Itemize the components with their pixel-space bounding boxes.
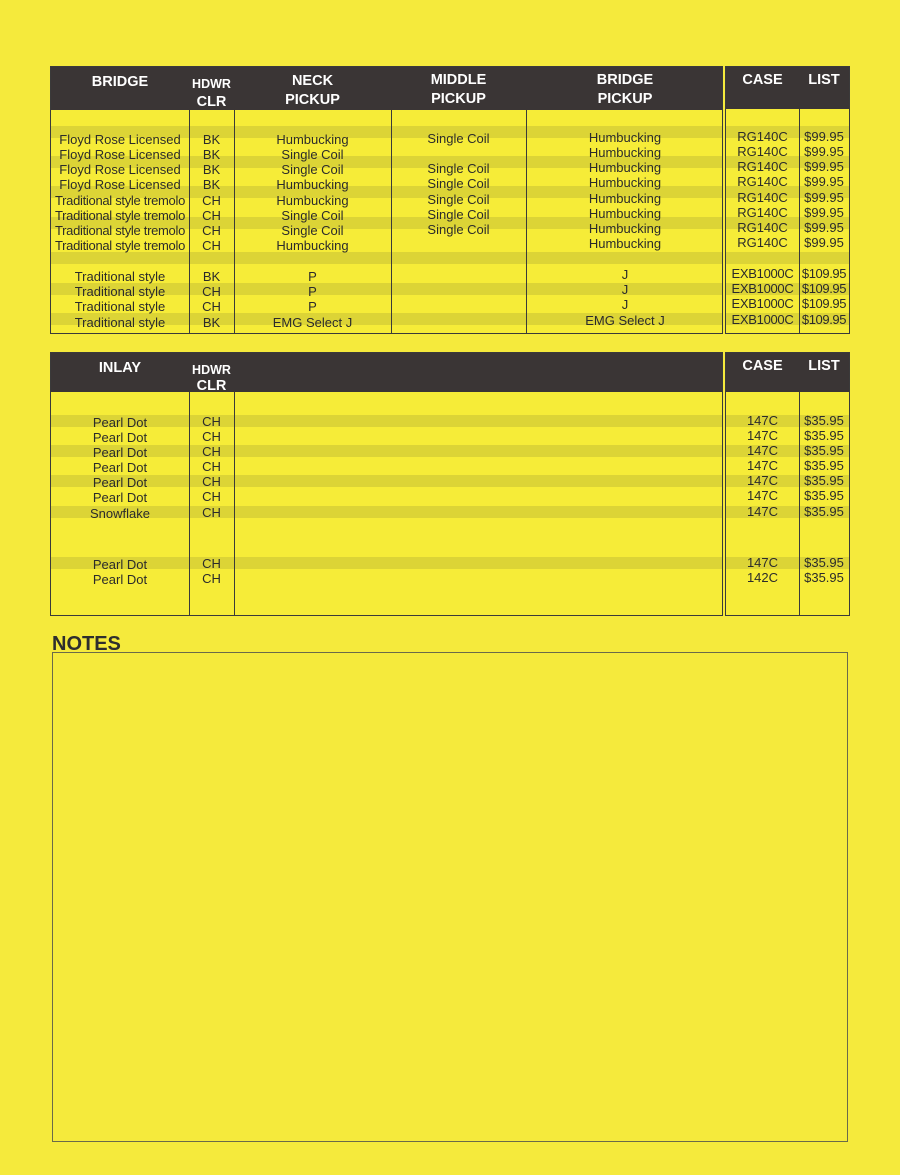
hdwr-cell: CH: [202, 414, 221, 429]
inlay-cell: Pearl Dot: [92, 490, 148, 505]
bridge-cell: Traditional style: [74, 284, 166, 299]
list-cell: $35.95: [804, 428, 844, 443]
case-cell: 147C: [746, 458, 779, 473]
neck-pickup-cell: P: [308, 269, 317, 284]
list-cell: $35.95: [804, 570, 844, 585]
case-cell: RG140C: [737, 129, 788, 144]
case-cell: RG140C: [737, 205, 788, 220]
hdwr-cell: CH: [202, 299, 221, 314]
bridge-pickup-cell: Humbucking: [588, 221, 662, 236]
hdwr-cell: CH: [202, 459, 221, 474]
list-cell: $35.95: [804, 413, 844, 428]
list-cell: $99.95: [804, 129, 844, 144]
list-cell: $35.95: [804, 504, 844, 519]
inlay-cell: Pearl Dot: [92, 475, 148, 490]
neck-pickup-cell: EMG Select J: [272, 315, 353, 330]
neck-pickup-cell: P: [308, 284, 317, 299]
hdwr-cell: BK: [202, 132, 221, 147]
bridge-pickup-cell: J: [621, 282, 629, 297]
hdwr-cell: BK: [202, 177, 221, 192]
header-neck: NECK: [291, 73, 334, 89]
case-cell: RG140C: [737, 144, 788, 159]
hdwr-cell: CH: [202, 489, 221, 504]
list-cell: $99.95: [804, 144, 844, 159]
header-list: LIST: [808, 72, 840, 88]
neck-pickup-cell: Humbucking: [276, 193, 349, 208]
inlay-cell: Pearl Dot: [92, 572, 148, 587]
bridge-pickup-cell: J: [621, 297, 629, 312]
neck-pickup-cell: Humbucking: [276, 132, 349, 147]
hdwr-cell: CH: [202, 208, 221, 223]
case-cell: RG140C: [737, 190, 788, 205]
case-cell: 147C: [746, 504, 779, 519]
header-bridge-pickup: PICKUP: [597, 91, 653, 107]
inlay-case-table: [725, 352, 850, 616]
header-middle: MIDDLE: [430, 72, 487, 88]
bridge-cell: Traditional style tremolo: [54, 223, 186, 238]
header-list-2: LIST: [808, 358, 840, 374]
case-table-main: [725, 66, 850, 334]
hdwr-cell: BK: [202, 147, 221, 162]
list-cell: $35.95: [804, 458, 844, 473]
header-hdwr-2: HDWR: [192, 363, 231, 377]
middle-pickup-cell: Single Coil: [427, 176, 490, 191]
bridge-cell: Traditional style tremolo: [54, 208, 186, 223]
header-case: CASE: [742, 72, 783, 88]
bridge-pickup-cell: EMG Select J: [585, 313, 665, 328]
list-cell: $109.95: [801, 266, 847, 281]
case-cell: 147C: [746, 555, 779, 570]
case-cell: EXB1000C: [731, 281, 794, 296]
bridge-pickup-cell: Humbucking: [588, 175, 662, 190]
bridge-pickup-cell: Humbucking: [588, 191, 662, 206]
hdwr-cell: CH: [202, 505, 221, 520]
bridge-cell: Floyd Rose Licensed: [59, 147, 181, 162]
case-cell: EXB1000C: [731, 266, 794, 281]
hdwr-cell: CH: [202, 571, 221, 586]
bridge-cell: Floyd Rose Licensed: [59, 162, 181, 177]
middle-pickup-cell: Single Coil: [427, 131, 490, 146]
case-cell: 147C: [746, 488, 779, 503]
neck-pickup-cell: Humbucking: [276, 238, 349, 253]
neck-pickup-cell: P: [308, 299, 317, 314]
inlay-cell: Snowflake: [90, 506, 150, 521]
case-cell: 147C: [746, 473, 779, 488]
list-cell: $99.95: [804, 235, 844, 250]
hdwr-cell: CH: [202, 238, 221, 253]
list-cell: $99.95: [804, 220, 844, 235]
list-cell: $99.95: [804, 190, 844, 205]
header-bridge: BRIDGE: [91, 74, 149, 90]
neck-pickup-cell: Single Coil: [281, 208, 344, 223]
bridge-cell: Traditional style tremolo: [54, 238, 186, 253]
inlay-cell: Pearl Dot: [92, 460, 148, 475]
middle-pickup-cell: Single Coil: [427, 222, 490, 237]
hdwr-cell: CH: [202, 223, 221, 238]
inlay-cell: Pearl Dot: [92, 430, 148, 445]
bridge-pickup-cell: Humbucking: [588, 236, 662, 251]
header-middle-pickup: PICKUP: [431, 91, 486, 107]
case-cell: EXB1000C: [731, 296, 794, 311]
bridge-cell: Floyd Rose Licensed: [59, 132, 181, 147]
inlay-table: [50, 352, 723, 616]
hdwr-cell: CH: [202, 429, 221, 444]
list-cell: $35.95: [804, 488, 844, 503]
inlay-cell: Pearl Dot: [92, 415, 148, 430]
neck-pickup-cell: Humbucking: [276, 177, 349, 192]
hdwr-cell: CH: [202, 284, 221, 299]
neck-pickup-cell: Single Coil: [281, 223, 344, 238]
bridge-cell: Floyd Rose Licensed: [59, 177, 181, 192]
header-clr-2: CLR: [196, 378, 227, 394]
header-clr: CLR: [196, 94, 227, 110]
specs-table-main: [50, 66, 723, 334]
bridge-cell: Traditional style: [74, 299, 166, 314]
bridge-pickup-cell: J: [621, 267, 629, 282]
bridge-cell: Traditional style tremolo: [54, 193, 186, 208]
header-bridge-pick: BRIDGE: [596, 72, 654, 88]
bridge-cell: Traditional style: [74, 269, 166, 284]
bridge-cell: Traditional style: [74, 315, 166, 330]
case-cell: RG140C: [737, 235, 788, 250]
list-cell: $99.95: [804, 174, 844, 189]
neck-pickup-cell: Single Coil: [281, 147, 344, 162]
case-cell: RG140C: [737, 159, 788, 174]
list-cell: $109.95: [801, 281, 847, 296]
header-case-2: CASE: [742, 358, 783, 374]
header-inlay: INLAY: [98, 360, 142, 376]
case-cell: 147C: [746, 443, 779, 458]
hdwr-cell: CH: [202, 474, 221, 489]
notes-box: [52, 652, 848, 1142]
hdwr-cell: CH: [202, 193, 221, 208]
hdwr-cell: CH: [202, 556, 221, 571]
list-cell: $35.95: [804, 473, 844, 488]
header-neck-pickup: PICKUP: [285, 92, 340, 108]
case-cell: 147C: [746, 413, 779, 428]
middle-pickup-cell: Single Coil: [427, 207, 490, 222]
middle-pickup-cell: Single Coil: [427, 192, 490, 207]
inlay-cell: Pearl Dot: [92, 445, 148, 460]
inlay-cell: Pearl Dot: [92, 557, 148, 572]
bridge-pickup-cell: Humbucking: [588, 145, 662, 160]
header-hdwr: HDWR: [192, 77, 231, 91]
hdwr-cell: BK: [202, 162, 221, 177]
case-cell: EXB1000C: [731, 312, 794, 327]
case-cell: 147C: [746, 428, 779, 443]
case-cell: RG140C: [737, 174, 788, 189]
bridge-pickup-cell: Humbucking: [588, 206, 662, 221]
list-cell: $35.95: [804, 555, 844, 570]
case-cell: RG140C: [737, 220, 788, 235]
list-cell: $99.95: [804, 205, 844, 220]
hdwr-cell: BK: [202, 269, 221, 284]
list-cell: $109.95: [801, 312, 847, 327]
hdwr-cell: BK: [202, 315, 221, 330]
notes-title: NOTES: [52, 633, 121, 655]
hdwr-cell: CH: [202, 444, 221, 459]
neck-pickup-cell: Single Coil: [281, 162, 344, 177]
bridge-pickup-cell: Humbucking: [588, 130, 662, 145]
list-cell: $35.95: [804, 443, 844, 458]
middle-pickup-cell: Single Coil: [427, 161, 490, 176]
list-cell: $99.95: [804, 159, 844, 174]
bridge-pickup-cell: Humbucking: [588, 160, 662, 175]
list-cell: $109.95: [801, 296, 847, 311]
case-cell: 142C: [746, 570, 779, 585]
